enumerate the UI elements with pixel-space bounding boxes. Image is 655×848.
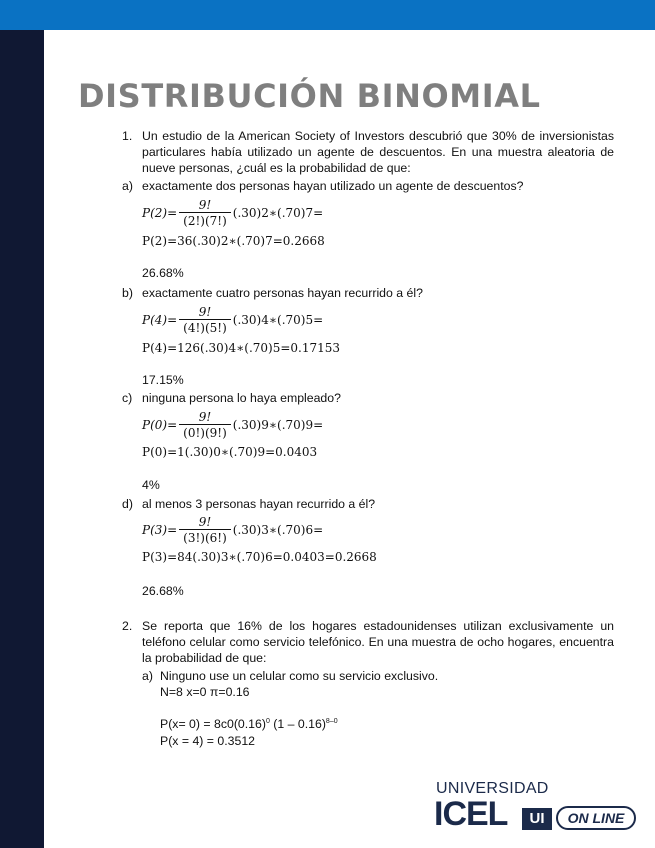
q1b-equation-2: P(4)=126(.30)4∗(.70)5=0.17153 <box>142 341 341 355</box>
eq-numerator: 9! <box>198 410 212 424</box>
eq-fraction <box>179 198 231 229</box>
logo-main-text: ICEL <box>434 795 508 833</box>
formula-main: P(x= 0) = 8c0(0.16) <box>160 717 266 731</box>
eq-rhs: (.30)3∗(.70)6= <box>232 523 324 537</box>
q2a-question: Ninguno use un celular como su servicio exclusivo. <box>160 669 439 683</box>
eq-numerator: 9! <box>198 305 212 319</box>
eq-denominator: (2!)(7!) <box>179 212 231 229</box>
q1a-label: a) <box>122 179 133 193</box>
q1d-equation-1 <box>142 515 323 546</box>
q2a-formula <box>160 716 338 732</box>
q1b-equation-1 <box>142 305 323 336</box>
formula-exponent-2: 8–0 <box>325 717 338 725</box>
universidad-icel-logo <box>434 780 640 834</box>
q1a-answer: 26.68% <box>142 266 184 280</box>
eq-fraction <box>179 410 231 441</box>
q1c-answer: 4% <box>142 478 160 492</box>
eq-lhs: P(4)= <box>142 313 178 327</box>
eq-denominator: (0!)(9!) <box>179 424 231 441</box>
top-accent-bar <box>0 0 655 30</box>
q1d-answer: 26.68% <box>142 584 184 598</box>
eq-fraction <box>179 515 231 546</box>
q2-text: Se reporta que 16% de los hogares estadounidenses utilizan exclusivamente un teléfono celular como servicio telefónico. En una muestra de ocho hogares, encuentra la probabilidad de que: <box>142 619 614 665</box>
q2a-given: N=8 x=0 π=0.16 <box>160 685 250 699</box>
logo-top-text: UNIVERSIDAD <box>436 780 549 797</box>
eq-rhs: (.30)2∗(.70)7= <box>232 206 324 220</box>
q1b-label: b) <box>122 286 133 300</box>
q1-number: 1. <box>122 129 133 143</box>
q2a-result: P(x = 4) = 0.3512 <box>160 734 256 748</box>
q1b-answer: 17.15% <box>142 373 184 387</box>
q1c-equation-2: P(0)=1(.30)0∗(.70)9=0.0403 <box>142 445 318 459</box>
eq-denominator: (3!)(6!) <box>179 529 231 546</box>
q1a-equation-2: P(2)=36(.30)2∗(.70)7=0.2668 <box>142 234 325 248</box>
eq-lhs: P(0)= <box>142 418 178 432</box>
formula-exponent-1: 0 <box>265 717 270 725</box>
eq-rhs: (.30)4∗(.70)5= <box>232 313 324 327</box>
eq-lhs: P(3)= <box>142 523 178 537</box>
eq-denominator: (4!)(5!) <box>179 319 231 336</box>
q1c-label: c) <box>122 391 133 405</box>
eq-rhs: (.30)9∗(.70)9= <box>232 418 324 432</box>
q2a-label: a) <box>142 669 153 683</box>
q2-number: 2. <box>122 619 133 633</box>
q1a-equation-1 <box>142 198 323 229</box>
eq-lhs: P(2)= <box>142 206 178 220</box>
q1c-equation-1 <box>142 410 323 441</box>
eq-numerator: 9! <box>198 198 212 212</box>
logo-badge: UI <box>522 808 552 830</box>
logo-online-badge: ON LINE <box>556 806 636 830</box>
eq-fraction <box>179 305 231 336</box>
left-sidebar-band <box>0 30 44 848</box>
page-title: DISTRIBUCIÓN BINOMIAL <box>78 77 541 115</box>
q1d-question: al menos 3 personas hayan recurrido a él? <box>142 497 376 511</box>
q1d-equation-2: P(3)=84(.30)3∗(.70)6=0.0403=0.2668 <box>142 550 377 564</box>
q1-text: Un estudio de la American Society of Investors descubrió que 30% de inversionistas particulares había utilizado un agente de descuentos. En una muestra aleatoria de nueve personas, ¿cuál es la probabilidad de que: <box>142 129 614 175</box>
formula-mid: (1 – 0.16) <box>269 717 326 731</box>
q1c-question: ninguna persona lo haya empleado? <box>142 391 341 405</box>
q1b-question: exactamente cuatro personas hayan recurrido a él? <box>142 286 423 300</box>
eq-numerator: 9! <box>198 515 212 529</box>
q1a-question: exactamente dos personas hayan utilizado un agente de descuentos? <box>142 179 524 193</box>
q1d-label: d) <box>122 497 133 511</box>
